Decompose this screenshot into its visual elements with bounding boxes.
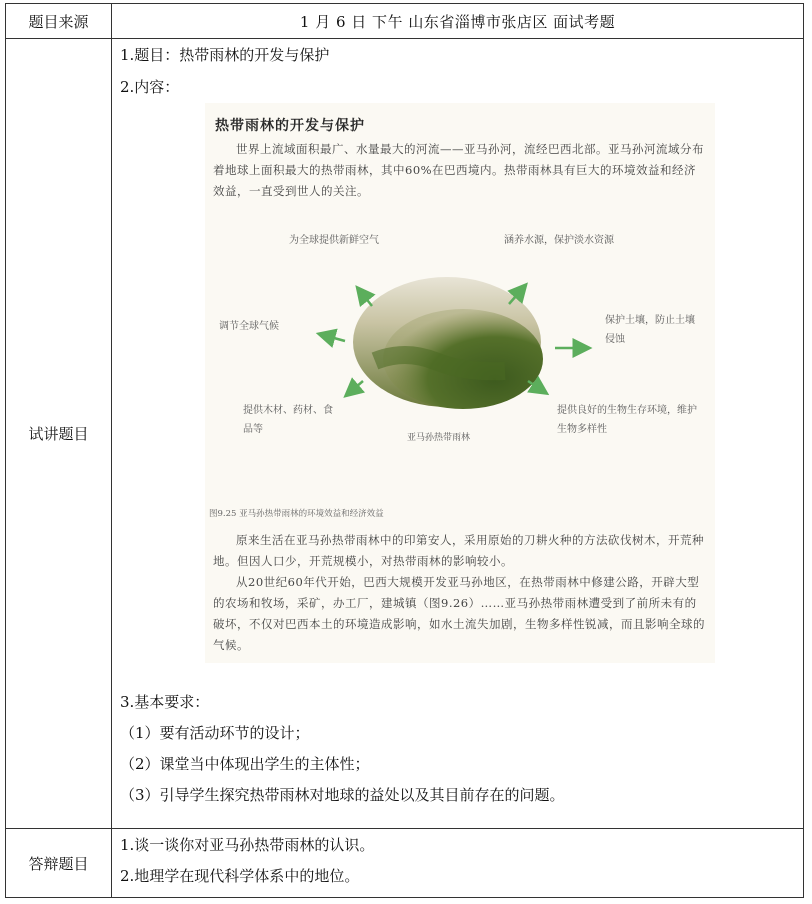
requirement-item: （3）引导学生探究热带雨林对地球的益处以及其目前存在的问题。 [120,785,565,804]
source-row [6,4,804,39]
requirements-title: 3.基本要求： [120,692,210,711]
arrow-wood [349,381,363,393]
requirement-item: （2）课堂当中体现出学生的主体性； [120,754,370,773]
lecture-label: 试讲题目 [6,39,112,829]
source-value: 1 月 6 日 下午 山东省淄博市张店区 面试考题 [112,4,804,39]
textbook-paragraph-2: 原来生活在亚马孙热带雨林中的印第安人，采用原始的刀耕火种的方法砍伐树木，开荒种地。但因人口少，开荒规模小，对热带雨林的影响较小。 [213,533,704,568]
photo-caption: 亚马孙热带雨林 [407,433,471,443]
benefit-figure [205,211,715,481]
source-label: 题目来源 [6,4,112,39]
defense-label: 答辩题目 [6,829,112,898]
lecture-content [112,39,804,829]
benefit-soil: 保护土壤，防止土壤侵蚀 [605,315,695,345]
topic-line: 1.题目：热带雨林的开发与保护 [120,46,330,64]
textbook-excerpt [205,103,715,663]
defense-question: 2.地理学在现代科学体系中的地位。 [120,866,360,885]
defense-content [112,829,804,898]
benefit-water: 涵养水源，保护淡水资源 [504,235,614,246]
benefit-wood: 提供木材、药材、食品等 [243,405,333,435]
lecture-row [6,39,804,829]
benefit-climate: 调节全球气候 [219,321,279,332]
exam-table [5,3,804,898]
content-line: 2.内容： [120,78,180,96]
defense-row [6,829,804,898]
defense-question: 1.谈一谈你对亚马孙热带雨林的认识。 [120,835,375,854]
arrow-oxygen [360,291,372,306]
figure-caption: 图9.25 亚马孙热带雨林的环境效益和经济效益 [209,509,384,519]
benefit-oxygen: 为全球提供新鲜空气 [289,235,379,246]
requirement-item: （1）要有活动环节的设计； [120,723,310,742]
benefit-habitat: 提供良好的生物生存环境，维护生物多样性 [557,405,697,435]
textbook-paragraph-3: 从20世纪60年代开始，巴西大规模开发亚马孙地区，在热带雨林中修建公路，开辟大型的农场和牧场，采矿，办工厂，建城镇（图9.26）……亚马孙热带雨林遭受到了前所未有的破坏，不仅对巴西本土的环境造成影响，如水土流失加剧，生物多样性锐减，而且影响全球的气候。 [213,575,705,652]
textbook-title: 热带雨林的开发与保护 [215,118,365,134]
arrow-climate [323,335,345,341]
textbook-paragraph-1: 世界上流域面积最广、水量最大的河流——亚马孙河，流经巴西北部。亚马孙河流域分布着地球上面积最大的热带雨林，其中60%在巴西境内。热带雨林具有巨大的环境效益和经济效益，一直受到世人的关注。 [213,142,704,198]
